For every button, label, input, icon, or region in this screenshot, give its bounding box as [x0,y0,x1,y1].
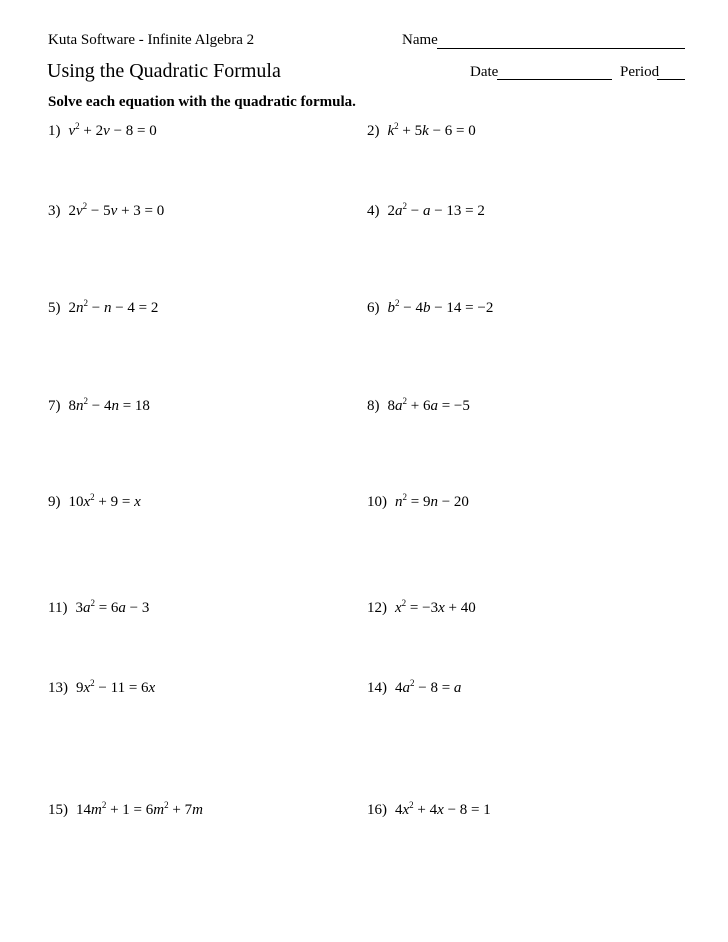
problem-equation: $2v^2 - 5v + 3 = 0$ [68,201,165,219]
problem-equation: $4x^2 + 4x - 8 = 1$ [395,800,491,818]
problem-number: 4) [367,203,380,219]
period-label: Period [620,64,660,80]
problem-equation: $10x^2 + 9 = x$ [68,492,141,510]
date-blank-line [497,79,612,80]
instructions: Solve each equation with the quadratic formula. [48,94,356,110]
problem-number: 1) [48,123,61,139]
problem-number: 14) [367,680,387,696]
problem-equation: $k^2 + 5k - 6 = 0$ [387,121,476,139]
name-blank-line [437,48,685,49]
problem-3 [48,203,164,220]
problem-5 [48,300,158,317]
problem-8 [367,398,470,415]
problem-number: 10) [367,494,387,510]
problem-number: 16) [367,802,387,818]
problem-4 [367,203,485,220]
problem-equation: $9x^2 - 11 = 6x$ [76,678,156,696]
problem-equation: $14m^2 + 1 = 6m^2 + 7m$ [76,800,203,818]
problem-14 [367,680,461,697]
problem-equation: $2n^2 - n - 4 = 2$ [68,298,159,316]
problem-equation: $4a^2 - 8 = a$ [395,678,462,696]
problem-equation: $2a^2 - a - 13 = 2$ [387,201,485,219]
problem-equation: $x^2 = -3x + 40$ [395,598,476,616]
problem-equation: $v^2 + 2v - 8 = 0$ [68,121,157,139]
problem-number: 5) [48,300,61,316]
problem-12 [367,600,476,617]
problem-number: 11) [48,600,68,616]
problem-equation: $8a^2 + 6a = -5$ [387,396,470,414]
problem-13 [48,680,155,697]
problem-number: 9) [48,494,61,510]
problem-number: 13) [48,680,68,696]
problem-number: 7) [48,398,61,414]
problem-number: 2) [367,123,380,139]
problem-number: 6) [367,300,380,316]
problem-number: 15) [48,802,68,818]
problem-equation: $n^2 = 9n - 20$ [395,492,469,510]
problem-2 [367,123,476,140]
problem-number: 8) [367,398,380,414]
problem-equation: $3a^2 = 6a - 3$ [75,598,150,616]
problem-equation: $8n^2 - 4n = 18$ [68,396,150,414]
problem-number: 3) [48,203,61,219]
publisher-label: Kuta Software - Infinite Algebra 2 [48,32,255,48]
problem-16 [367,802,491,819]
problem-9 [48,494,141,511]
problem-11 [48,600,149,617]
worksheet-title: Using the Quadratic Formula [47,60,281,82]
problem-equation: $b^2 - 4b - 14 = -2$ [387,298,494,316]
date-label: Date [470,64,499,80]
period-blank-line [657,79,685,80]
problem-7 [48,398,150,415]
problem-number: 12) [367,600,387,616]
problem-10 [367,494,469,511]
problem-6 [367,300,493,317]
problem-1 [48,123,157,140]
name-label: Name [402,32,438,48]
problem-15 [48,802,203,819]
